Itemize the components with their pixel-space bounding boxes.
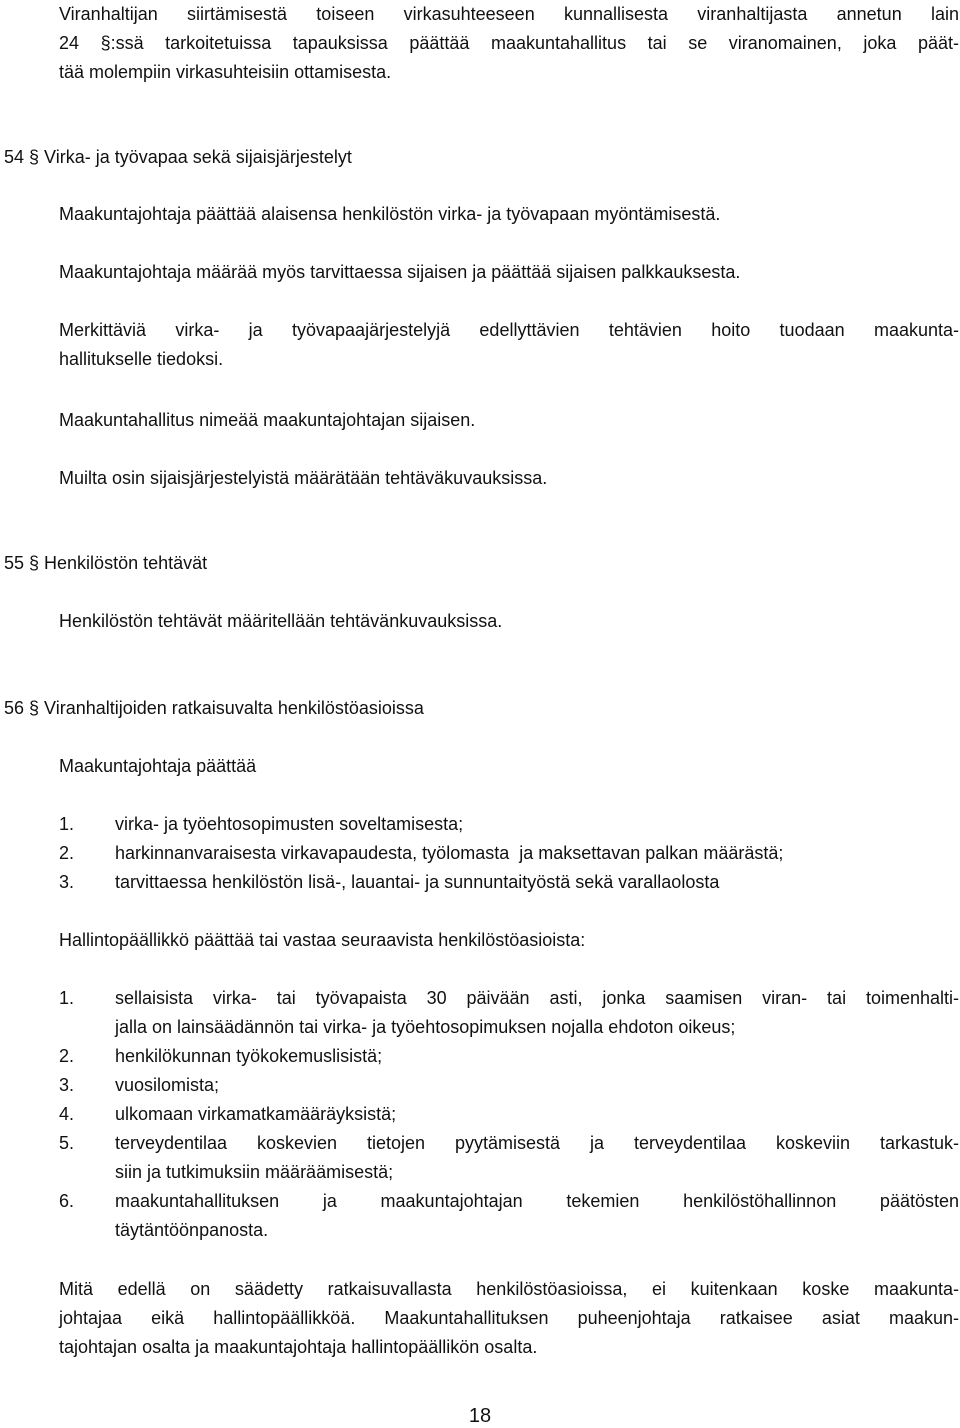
section-54-heading: 54 § Virka- ja työvapaa sekä sijaisjärjestelyt (4, 147, 352, 167)
list-item-number: 1. (59, 814, 75, 834)
section-56-list-2 (59, 984, 959, 1245)
section-56-lead-1: Maakuntajohtaja päättää (59, 756, 257, 776)
section-54-paragraph-2: Maakuntajohtaja määrää myös tarvittaessa sijaisen ja päättää sijaisen palkkauksesta. (59, 262, 741, 282)
list-item-number: 3. (59, 872, 75, 892)
list-item-text: maakuntahallituksen ja maakuntajohtajan tekemien henkilöstöhallinnon päätösten (115, 1191, 959, 1211)
list-item-text: harkinnanvaraisesta virkavapaudesta, työlomasta ja maksettavan palkan määrästä; (115, 843, 784, 863)
paragraph-line: Mitä edellä on säädetty ratkaisuvallasta henkilöstöasioissa, ei kuitenkaan koske maakunta- (59, 1279, 959, 1299)
section-54-paragraph-5: Muilta osin sijaisjärjestelyistä määrätään tehtäväkuvauksissa. (59, 468, 548, 488)
list-item (59, 868, 959, 897)
list-item-text: henkilökunnan työkokemuslisistä; (115, 1046, 383, 1066)
section-54-paragraph-3 (59, 316, 959, 374)
paragraph-line: hallitukselle tiedoksi. (59, 349, 224, 369)
paragraph-line: johtajaa eikä hallintopäällikköä. Maakuntahallituksen puheenjohtaja ratkaisee asiat maakun- (59, 1308, 959, 1328)
list-item (59, 1129, 959, 1187)
section-56-list-1 (59, 810, 959, 897)
list-item (59, 1071, 959, 1100)
list-item-text: terveydentilaa koskevien tietojen pyytämisestä ja terveydentilaa koskeviin tarkastuk- (115, 1133, 959, 1153)
list-item-text: siin ja tutkimuksiin määräämisestä; (115, 1162, 394, 1182)
list-item (59, 984, 959, 1042)
section-55-paragraph-1: Henkilöstön tehtävät määritellään tehtävänkuvauksissa. (59, 611, 503, 631)
list-item (59, 1042, 959, 1071)
list-item-text: täytäntöönpanosta. (115, 1220, 269, 1240)
intro-line: Viranhaltijan siirtämisestä toiseen virkasuhteeseen kunnallisesta viranhaltijasta annetun lain (59, 4, 959, 24)
section-56-lead-2: Hallintopäällikkö päättää tai vastaa seuraavista henkilöstöasioista: (59, 930, 586, 950)
list-item (59, 1100, 959, 1129)
section-54-paragraph-4: Maakuntahallitus nimeää maakuntajohtajan sijaisen. (59, 410, 476, 430)
intro-paragraph (59, 0, 959, 87)
list-item (59, 839, 959, 868)
list-item-text: sellaisista virka- tai työvapaista 30 päivään asti, jonka saamisen viran- tai toimenhalti- (115, 988, 959, 1008)
page-number: 18 (468, 1405, 492, 1427)
paragraph-line: Merkittäviä virka- ja työvapaajärjestelyjä edellyttävien tehtävien hoito tuodaan maakunta- (59, 320, 959, 340)
list-item-text: virka- ja työehtosopimusten soveltamisesta; (115, 814, 464, 834)
list-item-number: 3. (59, 1075, 75, 1095)
section-56-closing-paragraph (59, 1275, 959, 1362)
section-54-paragraph-1: Maakuntajohtaja päättää alaisensa henkilöstön virka- ja työvapaan myöntämisestä. (59, 204, 721, 224)
list-item-text: ulkomaan virkamatkamääräyksistä; (115, 1104, 397, 1124)
section-56-heading: 56 § Viranhaltijoiden ratkaisuvalta henkilöstöasioissa (4, 698, 424, 718)
list-item-number: 5. (59, 1133, 75, 1153)
intro-line: tää molempiin virkasuhteisiin ottamisesta. (59, 62, 392, 82)
intro-line: 24 §:ssä tarkoitetuissa tapauksissa päättää maakuntahallitus tai se viranomainen, joka päät- (59, 33, 959, 53)
list-item (59, 810, 959, 839)
list-item (59, 1187, 959, 1245)
list-item-number: 2. (59, 843, 75, 863)
list-item-text: vuosilomista; (115, 1075, 220, 1095)
list-item-number: 4. (59, 1104, 75, 1124)
list-item-text: jalla on lainsäädännön tai virka- ja työehtosopimuksen nojalla ehdoton oikeus; (115, 1017, 736, 1037)
section-55-heading: 55 § Henkilöstön tehtävät (4, 553, 208, 573)
paragraph-line: tajohtajan osalta ja maakuntajohtaja hallintopäällikön osalta. (59, 1337, 538, 1357)
list-item-number: 2. (59, 1046, 75, 1066)
list-item-text: tarvittaessa henkilöstön lisä-, lauantai- ja sunnuntaityöstä sekä varallaolosta (115, 872, 720, 892)
list-item-number: 1. (59, 988, 75, 1008)
list-item-number: 6. (59, 1191, 75, 1211)
